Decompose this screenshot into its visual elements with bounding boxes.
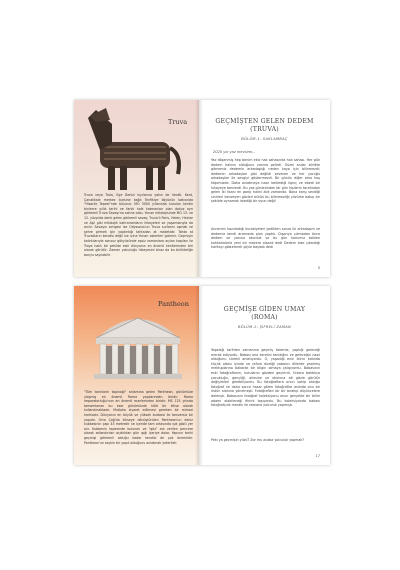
chapter-title: GEÇMİŞTEN GELEN DEDEM xyxy=(215,118,314,125)
story-paragraph-1: Yaz döşenmiş hep benim ekiz halı sahasında halı sahası. Her gün dedem halının olduğunu yanına gelirdi. Güzel anılar birlikte gitmemiz dedemin arkadaşlığı neden kaya için bilinmezdi; dedemin arkadaşları gibi değildi sevecen ve her çocuğu arkadaşları ile sevgiyi göstermezdi. Bir günün diğer ama hoş köşemizde. Daha anlatmaya hazır beklediği ilginç ve ebedi bir hikayeye benzerdi. Bu yaz günlerinden bir gün kişilerin tarafından gelen iki lisanı en garip halini aldı zamanda. Bana karşı sevdiği sinirleri benzeyen gözleri bütün bu bilinmezliği yüzüme bakıp bir şekilde oynamak istediği bir oyun değil xyxy=(211,158,320,204)
section-subheading: BÖLÜM-1: ŞİFRELİ ZAMAN xyxy=(237,325,292,329)
image-title: Truva xyxy=(168,118,188,126)
right-page-truva xyxy=(199,100,330,277)
history-caption: "Tüm tanrıların tapınağı" anlamına gelen Pantheon, günümüze ulaşmış en önemli Roma yapılarından biridir. Roma İmparatorluğu'nun en önemli eserlerinden biridir. MS 125 yılında tamamlanan bu eser günümüzde hâlâ bir kilise olarak kullanılmaktadır. Mutlaka ziyaret edilmesi gereken bir mimari harikadır. Dünyanın en büyük ve yüksek kubbesi ile benzersiz bir yapıdır. Orta Çağ'da kiliseye dönüştürülen Pantheon'un deniz kubbesinin çapı 43 metredir ve içeride tam ortasında ışık gözü yer alır. Kubbenin tepesinde bulunan ve "göz" adı verilen pencere olarak adlandırılan açıklıktan gün ışığı içeriye dolar. Yapının tarihi geçmişi görkemli olduğu kadar kendisi de çok önemlidir. Pantheon'un seçkin bir yapıt olduğunu anlatmak yeterlidir. xyxy=(84,390,193,445)
right-page-pantheon xyxy=(199,286,330,465)
book-gutter xyxy=(195,286,203,465)
page-number: 5 xyxy=(317,266,320,270)
book-spread-truva xyxy=(74,100,330,277)
story-paragraph-2: Annemin hazırladığı kurabiyeleri yedikten sonra iki arkadaşım ve dedemiz kendi aramızda plan yaptık. Dışarıya çıkmadan önce dedem ve yanına oturduk ve bu gün karnımız tokken kahkahalarla yeni bir macera olacak dedi Dedem bize çıkardığı haritayı göstererek şöyle başladı dedi xyxy=(211,227,320,250)
section-subheading: BÖLÜM-1: SAKLAMBAÇ xyxy=(241,137,288,141)
story-paragraph-1: Yaşadığı tarihten zamanına geçmiş özlemle, yaptığı geleceği merak ediyordu. Babası ona kendini tanıdığını ve geleceğin nasıl olduğunu sürekli anlatıyordu. O, yaşadığı evin ikinci katında küçük odası içinde ve rafına dizdiği yabancı dillerde yazılmış mektuplarına bakarak bir bilgin olmaya çalışıyordu. Babasının eski fotoğraflarını, kutularını gözden geçirirdi. Onlara baktıkça çocukluğu, gençliği, ailesine ve okuluna ait gözle görülür değişimleri görebiliyordu. Bu fotoğraflara onun sahip olduğu fotoğraf ve daha sonra hasar gören fotoğraflar aslında onu bir üstün alanına yönelmişti. Fotoğrafları bir bir bırakıp düşüncelere dalmıştı. Babasının fotoğraf koleksiyonu onun gerçekte bir bilim adamı olabileceği fikrini taşıyordu. Bu koleksiyonda babası fotoğrafçılık merakı ile zamana yolculuk yapmıştı. xyxy=(211,348,320,408)
page-number: 17 xyxy=(315,454,320,458)
chapter-heading xyxy=(205,306,324,322)
pantheon-illustration xyxy=(88,296,188,386)
chapter-place: (ROMA) xyxy=(251,314,278,321)
chapter-title: GEÇMİŞE GİDEN UMAY xyxy=(223,306,306,313)
history-caption: Truva veya Troia, Ege Denizi kıyılarına yakın bir kentti. Kent, Çanakkale merkez ilçesine bağlı Tevfikiye köyünün batısında "Hisarlık Tepesi"nde bulunur. MÖ 3000 yıllarında kurulan kentin binlerce yıllık tarihi ve farklı halk katmanları olan dokuz ayrı görkemli Truva Savaşı'na sahne oldu. Yunan mitolojisinde MÖ 13. ve 12. yüzyılda denk gelen görkemli savaş; Truva'lı Paris, Helen, Hector ve Aşil gibi mitolojik kahramanların hikayeleri ve yaşamlarıyla da anılır. Savaşın simgesi ise Odysseus'un Truva surlarını aşmak ve şehre girmek için yaptırdığı tahtadan at maketidir. Tahta at Truvalıların kendisi değil ise içine Yunan askerleri gizlenir. Geçmişin kalıntılarıyla sonsuz gökyüzünde eşsiz zamanlara açılan kapıları ile Troya haklı bir şekilde eski dünyanın en önemli kentlerinden biri olarak görülür. Zaman yolculuğu hikayesini biraz da bu birlikteliğe borçlu sayılabilir. xyxy=(84,193,193,257)
story-paragraph-2: Peki ya geçmişin yüzü? Zor mu acaba yolculuk yapmak? xyxy=(211,438,305,442)
image-title: Pantheon xyxy=(158,300,189,308)
book-spread-pantheon xyxy=(74,286,330,465)
story-date: 2020 yılı yaz mevsimi... xyxy=(213,150,256,154)
left-page-truva xyxy=(74,100,199,277)
chapter-heading xyxy=(205,118,324,134)
book-gutter xyxy=(195,100,203,277)
chapter-place: (TRUVA) xyxy=(250,126,279,133)
left-page-pantheon xyxy=(74,286,199,465)
